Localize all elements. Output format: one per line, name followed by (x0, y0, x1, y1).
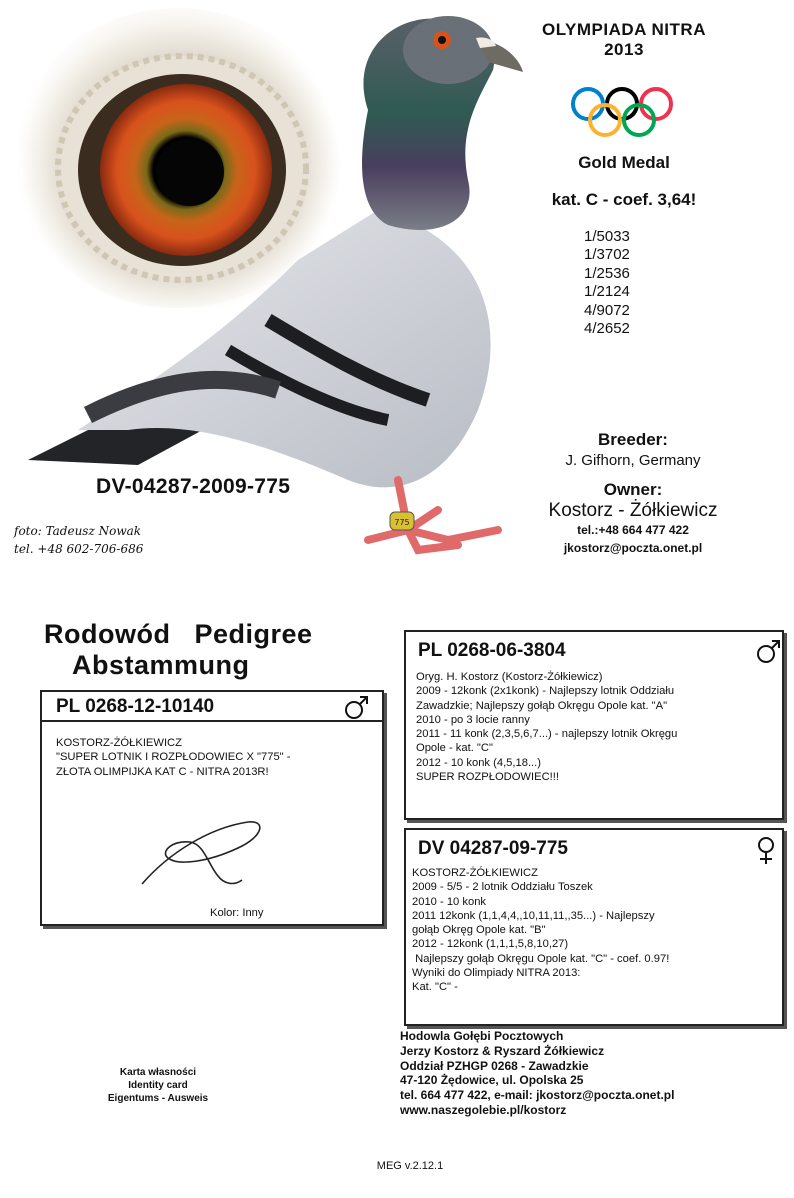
subject-notes (56, 736, 290, 779)
breeder-address (400, 1029, 674, 1118)
dam-card (404, 828, 784, 1026)
photo-credit-name: foto: Tadeusz Nowak (14, 524, 142, 538)
photo-credit (14, 522, 143, 558)
event-title: OLYMPIADA NITRA (542, 20, 706, 39)
owner-name: Kostorz - Żółkiewicz (548, 500, 718, 521)
note-line: 2009 - 12konk (2x1konk) - Najlepszy lotnik Oddziału (416, 685, 675, 698)
note-line: KOSTORZ-ŻÓŁKIEWICZ (412, 867, 538, 879)
note-line: gołąb Okręg Opole kat. "B" (412, 924, 546, 937)
male-symbol-icon (344, 696, 370, 720)
breeder-label: Breeder: (598, 430, 668, 449)
version-label: MEG v.2.12.1 (376, 1160, 444, 1172)
owner-phone: tel.:+48 664 477 422 (577, 523, 689, 537)
address-line: Hodowla Gołębi Pocztowych (400, 1029, 564, 1043)
note-line: 2009 - 5/5 - 2 lotnik Oddziału Toszek (412, 881, 593, 894)
result-item: 4/2652 (584, 320, 630, 338)
note-line: Najlepszy gołąb Okręgu Opole kat. "C" - coef. 0.97! (412, 952, 670, 965)
ring-number: DV-04287-2009-775 (96, 475, 291, 498)
signature-icon (138, 814, 268, 894)
pedigree-title: Rodowód Pedigree (44, 619, 313, 649)
award-title: Gold Medal (578, 153, 670, 172)
note-line: 2010 - 10 konk (412, 895, 487, 908)
sire-card (404, 630, 784, 820)
dam-notes (412, 866, 669, 995)
leg-ring-tag: 775 (394, 518, 410, 527)
note-line: Opole - kat. "C" (416, 742, 493, 755)
note-line: Zawadzkie; Najlepszy gołąb Okręgu Opole kat. "A" (416, 699, 668, 712)
pedigree-subtitle: Abstammung (72, 650, 250, 680)
female-symbol-icon (756, 836, 776, 866)
event-year: 2013 (604, 40, 644, 59)
note-line: KOSTORZ-ŻÓŁKIEWICZ (56, 737, 182, 749)
award-category: kat. C - coef. 3,64! (551, 190, 697, 209)
note-line: 2011 - 11 konk (2,3,5,6,7...) - najlepszy lotnik Okręgu (416, 728, 678, 741)
result-item: 4/9072 (584, 301, 630, 319)
note-line: Wyniki do Olimpiady NITRA 2013: (412, 967, 581, 980)
note-line: Kat. "C" - (412, 981, 458, 994)
sire-notes (416, 670, 677, 784)
sire-ring: PL 0268-06-3804 (418, 640, 566, 661)
owner-email: jkostorz@poczta.onet.pl (563, 541, 703, 555)
result-item: 1/2536 (584, 264, 630, 282)
note-line: 2012 - 12konk (1,1,1,5,8,10,27) (412, 938, 569, 951)
subject-ring: PL 0268-12-10140 (42, 692, 382, 722)
address-line: www.naszegolebie.pl/kostorz (400, 1102, 567, 1117)
note-line: ZŁOTA OLIMPIJKA KAT C - NITRA 2013R! (56, 765, 269, 778)
olympic-rings-icon (568, 86, 678, 142)
male-symbol-icon (756, 640, 782, 664)
identity-card-label (88, 1066, 228, 1105)
address-line: Jerzy Kostorz & Ryszard Żółkiewicz (400, 1043, 605, 1058)
note-line: 2012 - 10 konk (4,5,18...) (416, 756, 542, 769)
note-line: 2011 12konk (1,1,4,4,,10,11,11,,35...) - Najlepszy (412, 909, 655, 922)
note-line: "SUPER LOTNIK I ROZPŁODOWIEC X "775" - (56, 751, 291, 764)
owner-label: Owner: (603, 480, 663, 499)
results-list (584, 228, 630, 338)
identity-line: Karta własności (119, 1067, 197, 1078)
address-line: tel. 664 477 422, e-mail: jkostorz@poczta.onet.pl (400, 1088, 675, 1103)
result-item: 1/2124 (584, 283, 630, 301)
olympic-rings-logo (568, 86, 678, 142)
note-line: Oryg. H. Kostorz (Kostorz-Żółkiewicz) (416, 671, 603, 683)
address-line: Oddział PZHGP 0268 - Zawadzkie (400, 1058, 589, 1073)
result-item: 1/3702 (584, 246, 630, 264)
dam-ring: DV 04287-09-775 (418, 838, 568, 859)
breeder-name: J. Gifhorn, Germany (565, 452, 701, 469)
identity-line: Eigentums - Ausweis (107, 1093, 209, 1104)
note-line: SUPER ROZPŁODOWIEC!!! (416, 771, 559, 784)
subject-card (40, 690, 384, 926)
note-line: 2010 - po 3 locie ranny (416, 713, 530, 726)
address-line: 47-120 Żędowice, ul. Opolska 25 (400, 1073, 584, 1088)
photo-credit-phone: tel. +48 602-706-686 (14, 542, 144, 556)
identity-line: Identity card (128, 1080, 188, 1091)
result-item: 1/5033 (584, 228, 630, 245)
subject-color: Kolor: Inny (210, 907, 264, 919)
